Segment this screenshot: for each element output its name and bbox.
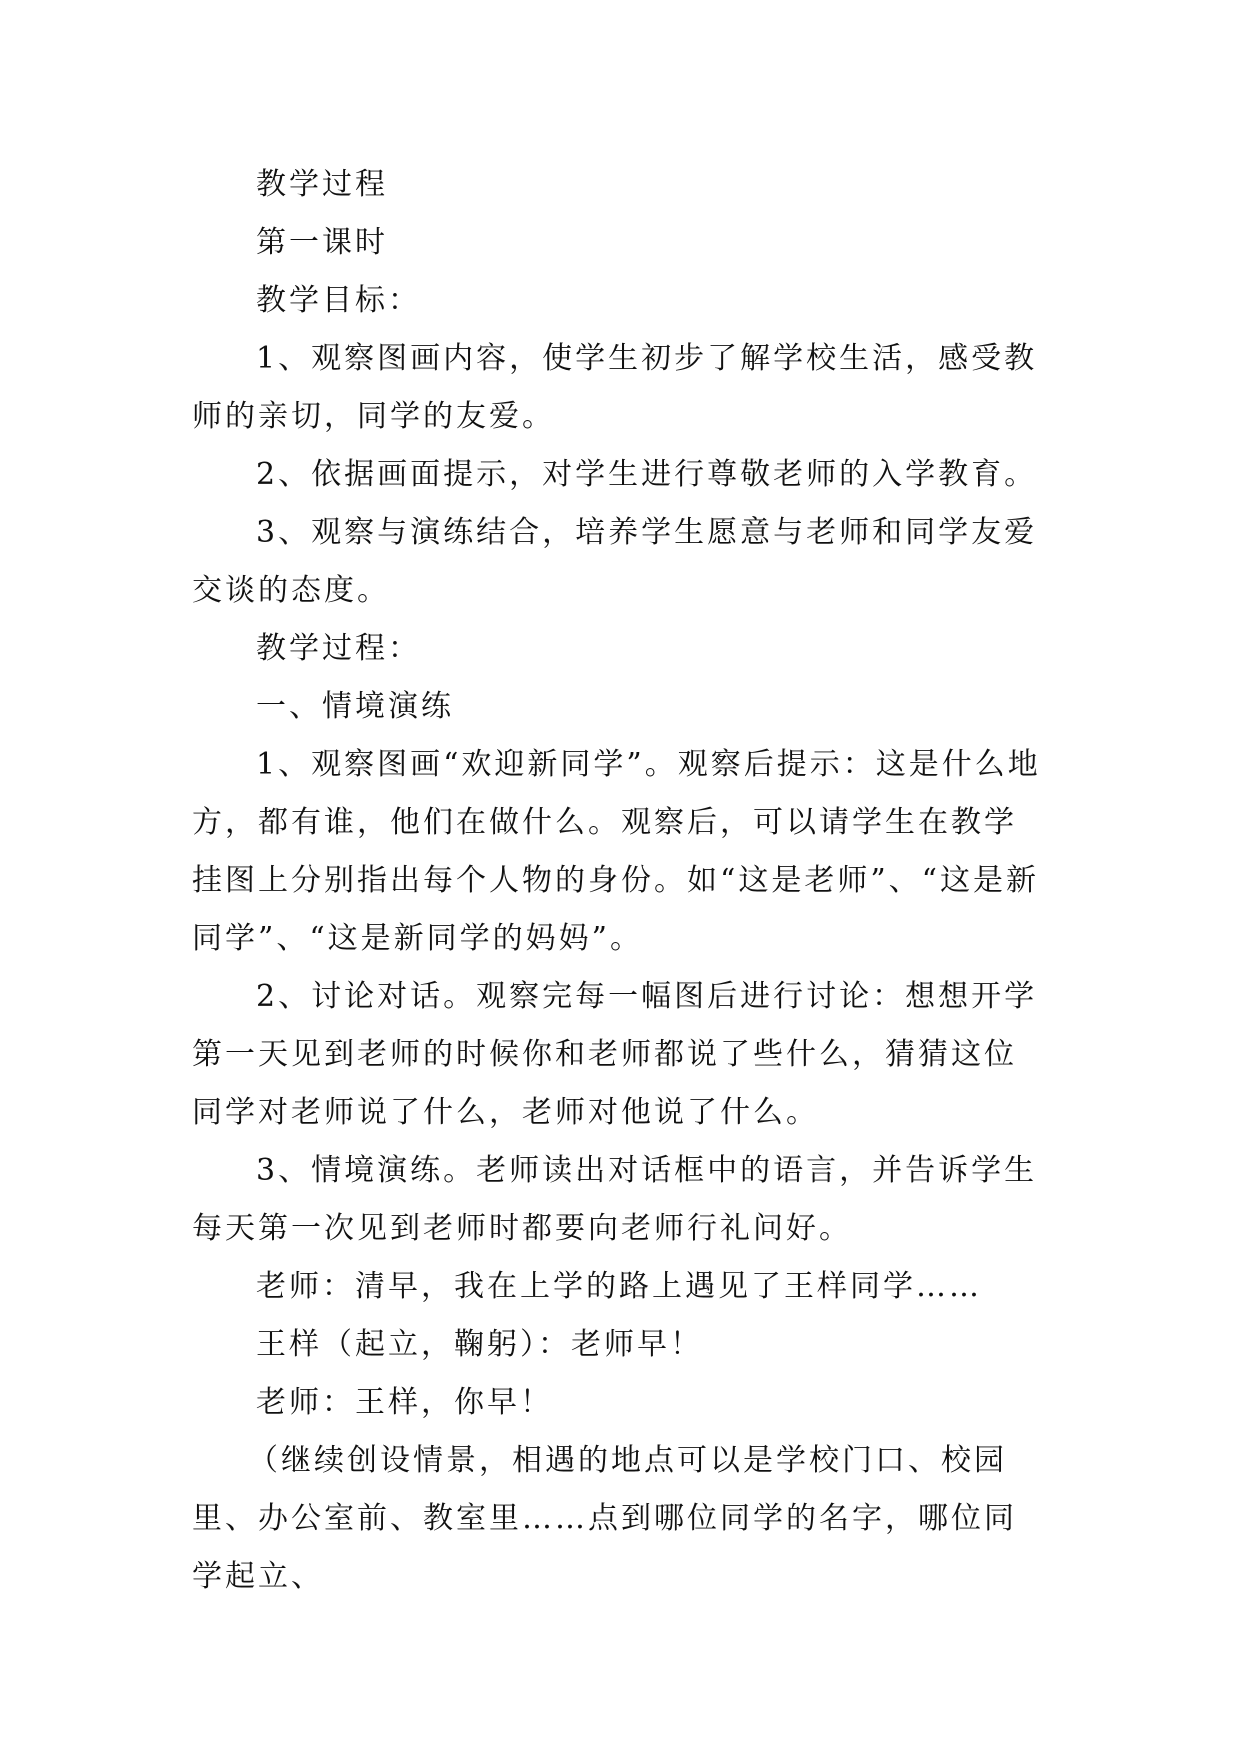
dialogue-line-2: 王样（起立，鞠躬）：老师早！ [256,1327,703,1362]
goal-item-1: 1、观察图画内容，使学生初步了解学校生活，感受教师的亲切，同学的友爱。 [192,341,1038,434]
continuation-note: （继续创设情景，相遇的地点可以是学校门口、校园里、办公室前、教室里……点到哪位同学的名字，哪位同学起立、 [192,1443,1017,1594]
heading-teaching-process-2: 教学过程： [256,631,421,666]
heading-teaching-process: 教学过程 [256,167,388,202]
process-step-2: 2、讨论对话。观察完每一幅图后进行讨论：想想开学第一天见到老师的时候你和老师都说了些什么，猜猜这位同学对老师说了什么，老师对他说了什么。 [192,979,1038,1130]
goal-item-3: 3、观察与演练结合，培养学生愿意与老师和同学友爱交谈的态度。 [192,515,1038,608]
document-body [192,156,1048,1606]
heading-first-lesson: 第一课时 [256,225,388,260]
goal-item-2: 2、依据画面提示，对学生进行尊敬老师的入学教育。 [256,457,1038,492]
dialogue-line-3: 老师：王样，你早！ [256,1385,553,1420]
heading-teaching-goals: 教学目标： [256,283,421,318]
dialogue-line-1: 老师：清早，我在上学的路上遇见了王样同学…… [256,1269,982,1304]
section-heading-scenario: 一、情境演练 [256,689,454,724]
process-step-1: 1、观察图画“欢迎新同学”。观察后提示：这是什么地方，都有谁，他们在做什么。观察后，可以请学生在教学挂图上分别指出每个人物的身份。如“这是老师”、“这是新同学”、“这是新同学的妈妈”。 [192,747,1041,956]
process-step-3: 3、情境演练。老师读出对话框中的语言，并告诉学生每天第一次见到老师时都要向老师行礼问好。 [192,1153,1038,1246]
